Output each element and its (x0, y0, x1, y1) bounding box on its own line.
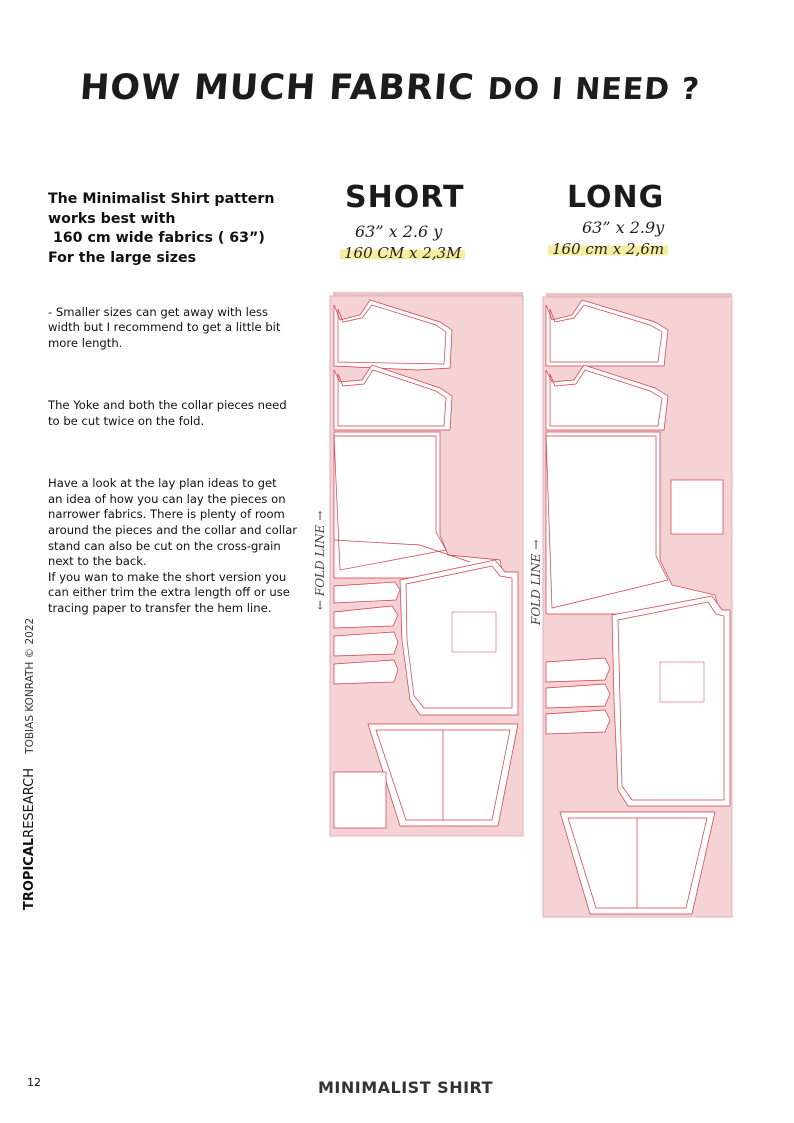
text-line: to be cut twice on the fold. (48, 413, 205, 428)
long-heading: LONG (567, 180, 665, 215)
brand-bold: TROPICAL (22, 837, 37, 910)
long-metric: 160 cm x 2,6m (548, 240, 668, 258)
title-main: HOW MUCH FABRIC (78, 68, 476, 108)
brand-light: RESEARCH (22, 767, 37, 838)
pattern-piece-front (400, 560, 518, 715)
intro-line: For the large sizes (48, 249, 197, 266)
text-line: tracing paper to transfer the hem line. (48, 600, 272, 615)
text-line: can either trim the extra length off or use (48, 585, 290, 600)
long-fold-label: FOLD LINE → (529, 539, 543, 625)
text-line: stand can also be cut on the cross-grain (48, 538, 281, 553)
long-imperial: 63” x 2.9y (582, 218, 665, 237)
text-line: narrower fabrics. There is plenty of room (48, 507, 285, 522)
footer-title: MINIMALIST SHIRT (318, 1078, 494, 1097)
short-layplan (330, 292, 523, 836)
short-metric: 160 CM x 2,3M (340, 244, 465, 262)
short-heading: SHORT (345, 180, 465, 215)
copyright: TOBIAS KONRATH © 2022 (24, 617, 36, 754)
long-layplan (543, 293, 732, 917)
text-line: If you wan to make the short version you (48, 569, 287, 584)
pattern-piece-collar (546, 658, 610, 734)
intro-line: works best with (48, 210, 176, 227)
short-fold-label: ← FOLD LINE → (313, 510, 327, 610)
text-line: The Yoke and both the collar pieces need (48, 398, 287, 413)
text-line: next to the back. (48, 554, 147, 569)
pattern-piece-pocket (671, 480, 723, 534)
text-line: around the pieces and the collar and collar (48, 522, 298, 537)
page-number: 12 (27, 1076, 41, 1089)
text-line: - Smaller sizes can get away with less (48, 304, 269, 319)
text-line: width but I recommend to get a little bit (48, 320, 281, 335)
text-line: Have a look at the lay plan ideas to get (48, 476, 277, 491)
text-line: more length. (48, 335, 123, 350)
intro-line: 160 cm wide fabrics ( 63”) (48, 230, 265, 246)
pattern-piece-front (612, 596, 730, 806)
title-sub: DO I NEED ? (486, 72, 702, 107)
text-line: an idea of how you can lay the pieces on (48, 491, 286, 506)
pattern-piece-pocket (334, 772, 386, 828)
short-imperial: 63” x 2.6 y (355, 222, 443, 241)
intro-line: The Minimalist Shirt pattern (48, 191, 275, 207)
